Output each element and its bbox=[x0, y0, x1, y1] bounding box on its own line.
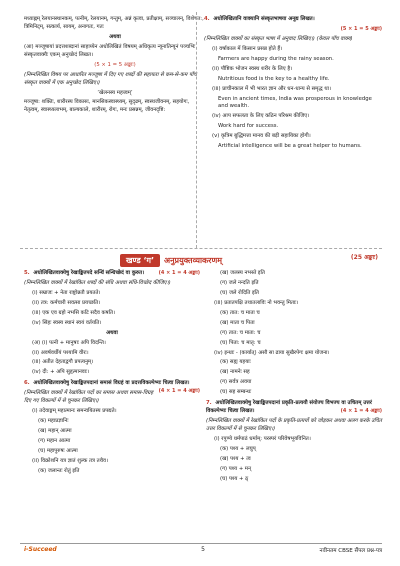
list-item: (v) कृत्रिम बुद्धिमत्ता मानव की बड़ी सहायिका होगी। bbox=[212, 133, 311, 140]
marks-badge: (5 × 1 = 5 अङ्काः) bbox=[340, 25, 382, 32]
question-5: 5. अधोलिखितवाक्येषु रेखाङ्कितपदे सन्धिं सन्धिच्छेदं वा कुरुत। (4 × 1 = 4 अङ्काः) bbox=[24, 270, 200, 276]
section-label: खण्ड ‘ग’ bbox=[120, 254, 160, 267]
option: (घ) पश्य + ठ् bbox=[220, 475, 249, 482]
list-item: Nutritious food is the key to a healthy life. bbox=[218, 75, 330, 82]
option: (घ) सह सम्बन्धः bbox=[220, 389, 252, 396]
list-item: (i) सम्राजः + नेता राष्ट्रोन्नतौ प्रयतते। bbox=[32, 289, 101, 296]
option: (क) तात: च माता च bbox=[220, 309, 260, 316]
option: (ग) महान आत्मा bbox=[38, 437, 71, 444]
section-marks: (25 अङ्काः) bbox=[350, 254, 378, 261]
page-number: 5 bbox=[201, 546, 205, 553]
or-label: अथवा bbox=[109, 33, 121, 40]
instruction-text: (निम्नलिखित विषय पर आधारित मञ्जूषा में दिए गए शब्दों की सहायता से कम-से-कम पाँच संस्कृत वाक्यों में एक अनुच्छेद लिखिए।) bbox=[24, 71, 197, 86]
list-item: (iv) आप सफलता के लिए कठिन परिश्रम कीजिए। bbox=[212, 113, 310, 120]
question-7: 7. अधोलिखितवाक्येषु रेखाङ्कितपदानां प्रकृति-प्रत्ययौ संयोज्य विभज्य वा उचितम् उत्तरं विकल्पेभ्यः चित्वा लिखत। (4 × 1 = 4 अङ्काः) bbox=[206, 400, 382, 415]
word-bank-text: मञ्जूषा: शक्तिः, शारीरस्य विकासः, मानसिकस्वास्थ्यम्, सुदृढम्, स्वस्थजीवनम्, सहयोगः, नेतृत्वम्, स्वास्थ्यलाभम्, बाल्यकाले, शारीरम्, रोगः, मनः प्रसन्नम्, जीवनदृष्टि: bbox=[24, 99, 190, 114]
list-item: (iii) अतीत देहताद्वगौ प्रपत्यनुम्। bbox=[32, 359, 94, 366]
option: (ख) महान् आत्मा bbox=[38, 428, 72, 434]
instruction-text: (निम्नलिखित वाक्यों का संस्कृत भाषा में अनुवाद लिखिए।) (केवल पाँच वाक्य) bbox=[204, 35, 353, 42]
option: (ग) पश्य + मन् bbox=[220, 465, 252, 472]
list-item: (ii) अवर्षवर्धीयं पश्यामि वीरः। bbox=[32, 349, 89, 356]
list-item: (ii) तत्र: कर्मचारी सवत्सा प्रयच्छति। bbox=[32, 299, 101, 306]
list-item: (iv) इन्धाः - (कार्यात्) असौ सा ढाया सुखैरपेगः क्षमा योजना। bbox=[214, 349, 330, 356]
option: (ग) तात: च माता: च bbox=[220, 329, 261, 336]
word-bank-text: मध्याह्नम् रेलयानस्थानकम्, पत्नीम्, रेलयानम्, गन्तुम्, अन्नं कृत्वा, प्रतीक्षाम्, सञ्चालन्, विशेषत:, त्रिमिनिट्‌म्, सत्कार्य, सायम्, अनागतः, गतः bbox=[24, 16, 204, 30]
list-item: (i) तदेवाङ्गम् महात्मानः समन्वयितस्य प्रपद्यते। bbox=[32, 408, 117, 415]
instruction-text: (निम्नलिखित वाक्यों में रेखांकित शब्दों की संधि अथवा संधि-विच्छेद कीजिए।) bbox=[24, 279, 171, 286]
top-right-column bbox=[204, 16, 382, 153]
option: (क) जलान्तः रोतुं इति bbox=[38, 467, 80, 474]
list-item: (iii) एक एव ग्रहो नभसि कटि सदैव कषति। bbox=[32, 309, 115, 316]
option: (क) पश्य + लघुप् bbox=[220, 445, 256, 452]
option: (घ) पिता: च मातृ: च bbox=[220, 339, 261, 346]
page-footer bbox=[24, 546, 382, 556]
section-heading bbox=[120, 252, 222, 268]
option: (ग) सर्वत्र अवया bbox=[220, 379, 252, 386]
option: (क) सह्य यहयाः bbox=[220, 359, 251, 366]
sub-question-label: (आ) bbox=[24, 43, 34, 50]
list-item: (iv) दी: + अपि सुहृत्मानवाः। bbox=[32, 369, 90, 376]
column-divider bbox=[196, 12, 197, 248]
list-item: Even in ancient times, India was prosperous in knowledge and wealth. bbox=[218, 95, 372, 110]
option: (ख) नामनेः सह bbox=[220, 369, 250, 376]
option: (ख) पश्य + त्व bbox=[220, 455, 251, 462]
bottom-left-column bbox=[24, 270, 200, 478]
section-name: अनुप्रयुक्तव्याकरणम् bbox=[164, 255, 223, 265]
instruction-text: (निम्नलिखित वाक्यों में रेखांकित पदों का समास अथवा समास-विग्रह दिए गए विकल्पों में से चुनकर लिखिए।) bbox=[24, 390, 154, 405]
list-item: (iii) प्रतातपक्षि तथातलाविः नो भवन्तु मिताः। bbox=[214, 299, 299, 306]
list-item: (i) वर्षाकाल में किसान प्रसन्न होते हैं। bbox=[212, 45, 283, 52]
section-divider bbox=[20, 248, 382, 249]
question-text: (आ) मञ्जूषायां प्रदत्तशब्दानां साहाय्येन अधोलिखितं विषयम् अधिकृत्य न्यूनातिन्यूनं पञ्चभिः संस्कृतवाक्यैः एकम् अनुच्छेदं लिखत। bbox=[24, 43, 196, 58]
list-item: (iv) सिंहः स्वस्य स्थानं स्वयं वर्तयति। bbox=[32, 319, 102, 326]
option: (घ) जले रोदिति इति bbox=[220, 289, 259, 296]
heading-text: ‘खेलनस्य महत्त्वम्’ bbox=[97, 89, 133, 96]
option: (क) महाप्रज्ञानिः bbox=[38, 418, 69, 425]
option: (ख) माता च पिता bbox=[220, 319, 255, 326]
list-item: (iii) प्राचीनकाल में भी भारत ज्ञान और धन-धान्य से समृद्ध था। bbox=[212, 85, 332, 92]
option: (घ) महापुरुषः आत्मा bbox=[38, 447, 78, 454]
question-6: 6. अधोलिखितवाक्येषु रेखाङ्कितपदानां समासं विग्रहं वा प्रदत्तविकल्पेभ्यः चित्वा लिखत। (4 × 1 = 4 अङ्काः) bbox=[24, 380, 200, 395]
question-4: 4. अधोलिखितानि वाक्यानि संस्कृतभाषया अनूद्य लिखत। bbox=[204, 16, 315, 22]
option: (ख) जलस्य नभस्ते इति bbox=[220, 270, 265, 276]
list-item: (i) रपुण्ये धर्मपाठं धर्माम्: परस्परं परिवेषभूयविनित। bbox=[214, 435, 311, 442]
list-item: (ii) पौष्टिक भोजन स्वस्थ शरीर के लिए है। bbox=[212, 65, 293, 72]
footer-rule bbox=[20, 543, 382, 544]
publisher-logo: i-Succeed bbox=[24, 546, 57, 553]
list-item: (अ) (i) पत्नी + मानुषाः अपि विदन्ति। bbox=[32, 339, 106, 346]
or-label: अथवा bbox=[106, 329, 118, 336]
marks-note: (5 × 1 = 5 अङ्काः) bbox=[94, 61, 136, 68]
list-item: Artificial intelligence will be a great helper to humans. bbox=[218, 143, 362, 150]
bottom-right-column bbox=[206, 270, 382, 486]
list-item: Work hard for success. bbox=[218, 123, 279, 130]
top-left-column bbox=[24, 16, 206, 117]
list-item: (ii) विक्रोशनि यत्र ज्ञातं शुल्क तत्र तथैव। bbox=[32, 457, 108, 464]
list-item: Farmers are happy during the rainy season. bbox=[218, 55, 334, 62]
book-title: नवीनतम CBSE सैंपल प्रश्न-पत्र bbox=[319, 548, 382, 554]
instruction-text: (निम्नलिखित वाक्यों में रेखांकित पदों के प्रकृति-प्रत्ययों को जोड़कर अथवा अलग करके उचित उत्तर विकल्पों में से चुनकर लिखिए।) bbox=[206, 418, 382, 432]
option: (ग) जले नन्दति इति bbox=[220, 279, 259, 286]
